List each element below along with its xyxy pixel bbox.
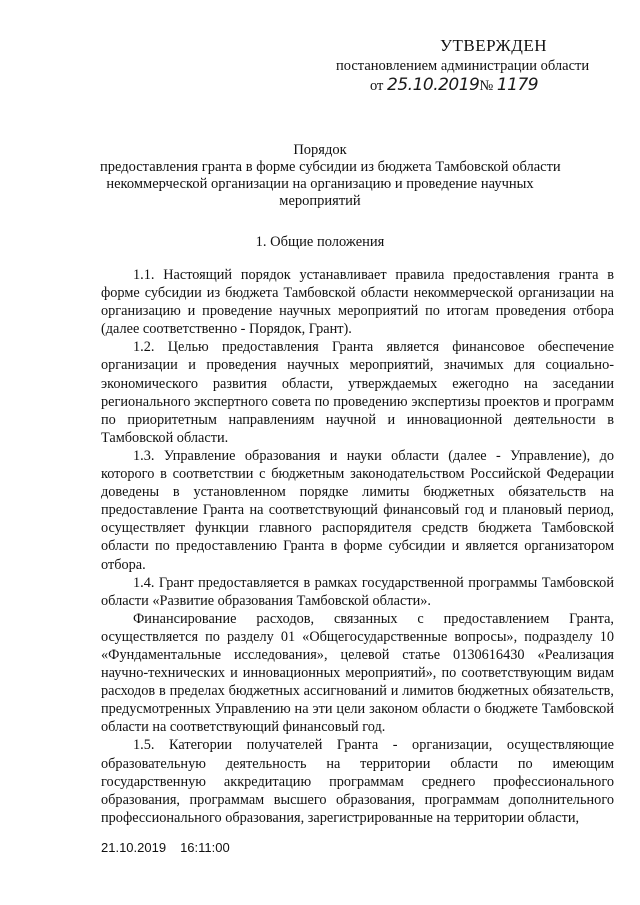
paragraph: 1.5. Категории получателей Гранта - организации, осуществляющие образовательную деятельность на территории области по имеющим государственную аккредитацию программам среднего профессионального образования, программам высшего образования, программам дополнительного профессионального образования, зарегистрированные на территории области,: [101, 737, 614, 826]
approval-line: постановлением администрации области: [336, 58, 590, 74]
paragraph: 1.1. Настоящий порядок устанавливает правила предоставления гранта в форме субсидии из бюджета Тамбовской области некоммерческой организации на организацию и проведение научных мероприятий по итогам проведения отбора (далее соответственно - Порядок, Грант).: [101, 267, 614, 338]
footer-date: 21.10.2019: [101, 840, 167, 855]
heading-line: некоммерческой организации на организацию и проведение научных: [106, 176, 534, 192]
handwritten-number: 1179: [496, 75, 539, 95]
paragraph: 1.4. Грант предоставляется в рамках государственной программы Тамбовской области «Развитие образования Тамбовской области».: [101, 574, 614, 609]
footer-time: 16:11:00: [180, 840, 230, 855]
paragraph: 1.2. Целью предоставления Гранта является финансовое обеспечение организации и проведения научных мероприятий, значимых для социально-экономического развития области, утверждаемых ежегодно на заседании регионального экспертного совета по проведению экспертизы проектов и программ по приоритетным направлениям научной и инновационной деятельности в Тамбовской области.: [101, 339, 614, 446]
number-sign: №: [479, 78, 494, 94]
paragraph: 1.3. Управление образования и науки области (далее - Управление), до которого в соответствии с бюджетным законодательством Российской Федерации доведены в установленном порядке лимиты бюджетных обязательств на предоставление Гранта на соответствующий финансовый год и плановый период, осуществляет функции главного распорядителя средств бюджета Тамбовской области по предоставлению Гранта в форме субсидии и является организатором отбора.: [101, 447, 614, 573]
document-heading: [100, 142, 561, 210]
handwritten-date: 25.10.2019: [387, 75, 480, 95]
approval-title: УТВЕРЖДЕН: [440, 36, 547, 55]
heading-line: Порядок: [293, 142, 347, 158]
date-prefix: от: [370, 78, 384, 94]
footer-timestamp: [101, 840, 230, 855]
document-body: [101, 266, 614, 827]
approval-stamp: [330, 36, 620, 96]
section-title: 1. Общие положения: [255, 234, 385, 250]
paragraph: Финансирование расходов, связанных с предоставлением Гранта, осуществляется по разделу 01 «Общегосударственные вопросы», подразделу 10 «Фундаментальные исследования», целевой статье 0130616430 «Реализация научно-технических и инновационных мероприятий», по соответствующим видам расходов в пределах бюджетных ассигнований и лимитов бюджетных обязательств, предусмотренных Управлению на эти цели законом области о бюджете Тамбовской области на соответствующий финансовый год.: [101, 610, 614, 736]
heading-line: предоставления гранта в форме субсидии из бюджета Тамбовской области: [100, 159, 561, 175]
approval-date-line: [330, 76, 620, 96]
heading-line: мероприятий: [279, 193, 361, 209]
